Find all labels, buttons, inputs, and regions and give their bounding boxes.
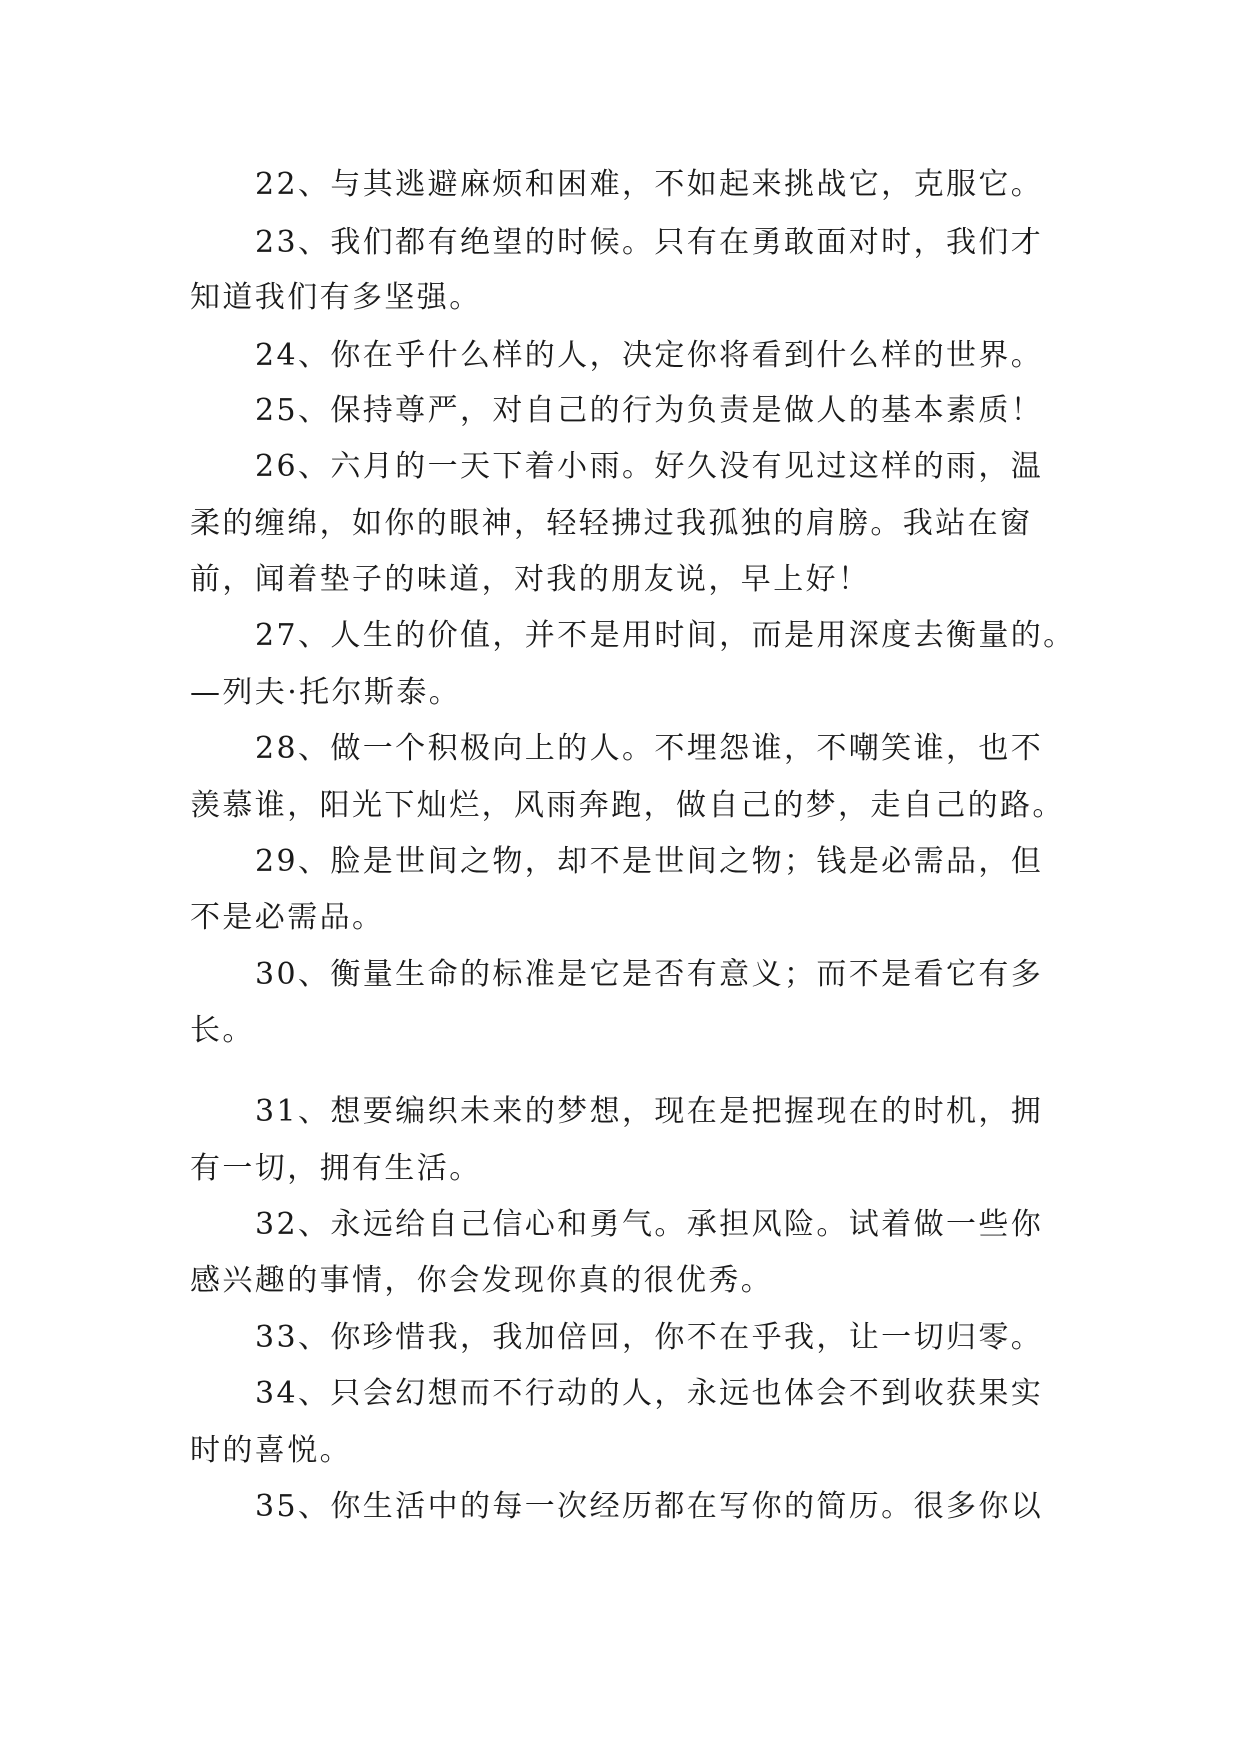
paragraph-line: 26、六月的一天下着小雨。好久没有见过这样的雨，温 (255, 449, 1044, 484)
paragraph-line: 33、你珍惜我，我加倍回，你不在乎我，让一切归零。 (255, 1320, 1044, 1355)
paragraph-line: 感兴趣的事情，你会发现你真的很优秀。 (190, 1263, 774, 1298)
paragraph-line: 32、永远给自己信心和勇气。承担风险。试着做一些你 (255, 1207, 1044, 1242)
paragraph-line: 27、人生的价值，并不是用时间，而是用深度去衡量的。 (255, 618, 1076, 653)
paragraph-line: 35、你生活中的每一次经历都在写你的简历。很多你以 (255, 1489, 1044, 1524)
paragraph-line: 知道我们有多坚强。 (190, 280, 482, 315)
paragraph-line: 28、做一个积极向上的人。不埋怨谁，不嘲笑谁，也不 (255, 731, 1044, 766)
paragraph-line: 长。 (190, 1013, 255, 1048)
paragraph-line: 24、你在乎什么样的人，决定你将看到什么样的世界。 (255, 338, 1044, 373)
paragraph-line: 前，闻着垫子的味道，对我的朋友说，早上好！ (190, 562, 871, 597)
paragraph-line: 22、与其逃避麻烦和困难，不如起来挑战它，克服它。 (255, 167, 1044, 202)
paragraph-line: 31、想要编织未来的梦想，现在是把握现在的时机，拥 (255, 1094, 1044, 1129)
paragraph-line: 柔的缠绵，如你的眼神，轻轻拂过我孤独的肩膀。我站在窗 (190, 506, 1033, 541)
paragraph-line: 23、我们都有绝望的时候。只有在勇敢面对时，我们才 (255, 225, 1044, 260)
paragraph-line: 29、脸是世间之物，却不是世间之物；钱是必需品，但 (255, 844, 1044, 879)
paragraph-line: 34、只会幻想而不行动的人，永远也体会不到收获果实 (255, 1376, 1044, 1411)
paragraph-line: 25、保持尊严，对自己的行为负责是做人的基本素质！ (255, 393, 1044, 428)
paragraph-line: 时的喜悦。 (190, 1433, 352, 1468)
paragraph-line: 羡慕谁，阳光下灿烂，风雨奔跑，做自己的梦，走自己的路。 (190, 788, 1065, 823)
paragraph-line: 30、衡量生命的标准是它是否有意义；而不是看它有多 (255, 957, 1044, 992)
paragraph-line: —列夫·托尔斯泰。 (190, 675, 462, 710)
paragraph-line: 不是必需品。 (190, 900, 385, 935)
paragraph-line: 有一切，拥有生活。 (190, 1151, 482, 1186)
